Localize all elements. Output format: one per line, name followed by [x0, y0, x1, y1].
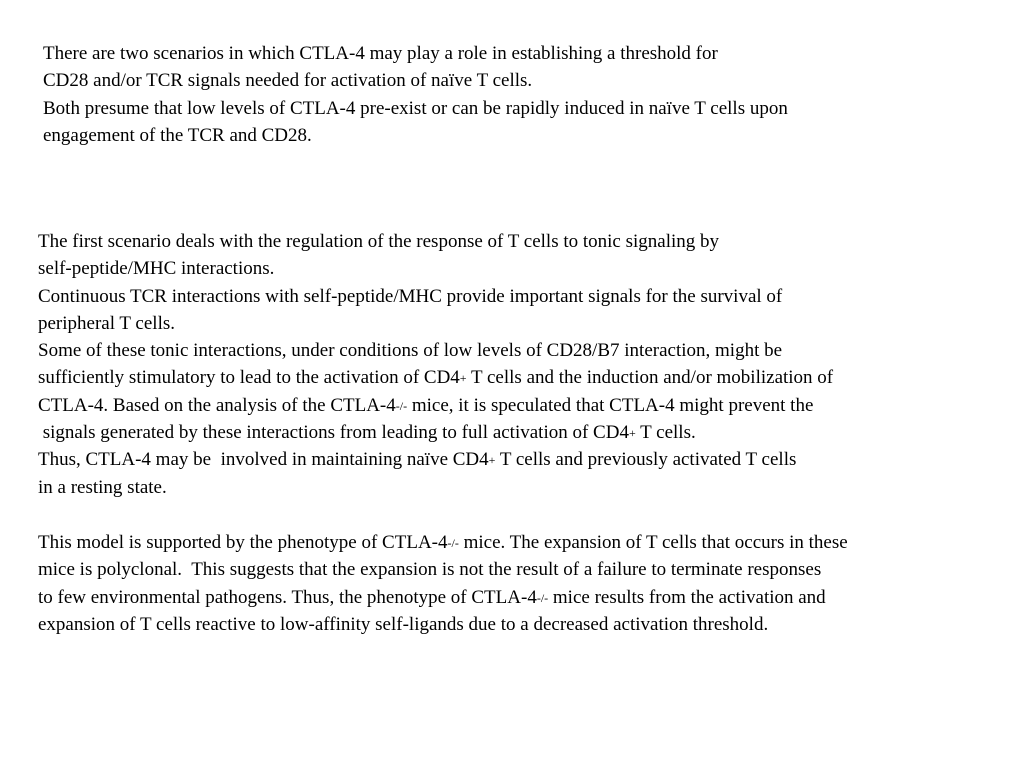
superscript: -/- — [536, 590, 549, 605]
text-line: There are two scenarios in which CTLA-4 may play a role in establishing a threshold for — [43, 43, 718, 64]
superscript: -/- — [447, 535, 459, 550]
text-line: signals generated by these interactions from leading to full activation of CD4+ T cells. — [38, 422, 696, 444]
text-line: engagement of the TCR and CD28. — [43, 124, 312, 146]
text-line: expansion of T cells reactive to low-affinity self-ligands due to a decreased activation threshold. — [38, 613, 769, 635]
text-line: mice is polyclonal. This suggests that the expansion is not the result of a failure to terminate responses — [38, 559, 822, 581]
text-line: The first scenario deals with the regulation of the response of T cells to tonic signaling by — [38, 231, 720, 252]
text-line: to few environmental pathogens. Thus, the phenotype of CTLA-4-/- mice results from the activation and — [38, 586, 826, 608]
text-line: This model is supported by the phenotype of CTLA-4-/- mice. The expansion of T cells that occurs in these — [38, 532, 848, 553]
text-line: Some of these tonic interactions, under conditions of low levels of CD28/B7 interaction, might be — [38, 340, 783, 362]
text-line: Both presume that low levels of CTLA-4 pre-exist or can be rapidly induced in naïve T cells upon — [43, 97, 788, 119]
superscript: + — [628, 425, 636, 440]
text-line: sufficiently stimulatory to lead to the activation of CD4+ T cells and the induction and/or mobilization of — [38, 367, 834, 389]
model-paragraph — [38, 529, 848, 638]
superscript: -/- — [395, 398, 408, 413]
superscript: + — [488, 453, 496, 468]
text-line: CD28 and/or TCR signals needed for activation of naïve T cells. — [43, 70, 533, 92]
text-line: CTLA-4. Based on the analysis of the CTLA-4-/- mice, it is speculated that CTLA-4 might prevent the — [38, 394, 814, 416]
intro-paragraph — [43, 40, 788, 149]
text-line: Continuous TCR interactions with self-peptide/MHC provide important signals for the survival of — [38, 285, 783, 307]
scenario-paragraph — [38, 228, 833, 501]
text-line: in a resting state. — [38, 476, 167, 498]
text-line: peripheral T cells. — [38, 312, 175, 334]
superscript: + — [459, 371, 467, 386]
text-line: Thus, CTLA-4 may be involved in maintaining naïve CD4+ T cells and previously activated T cells — [38, 449, 797, 471]
text-line: self-peptide/MHC interactions. — [38, 258, 275, 280]
